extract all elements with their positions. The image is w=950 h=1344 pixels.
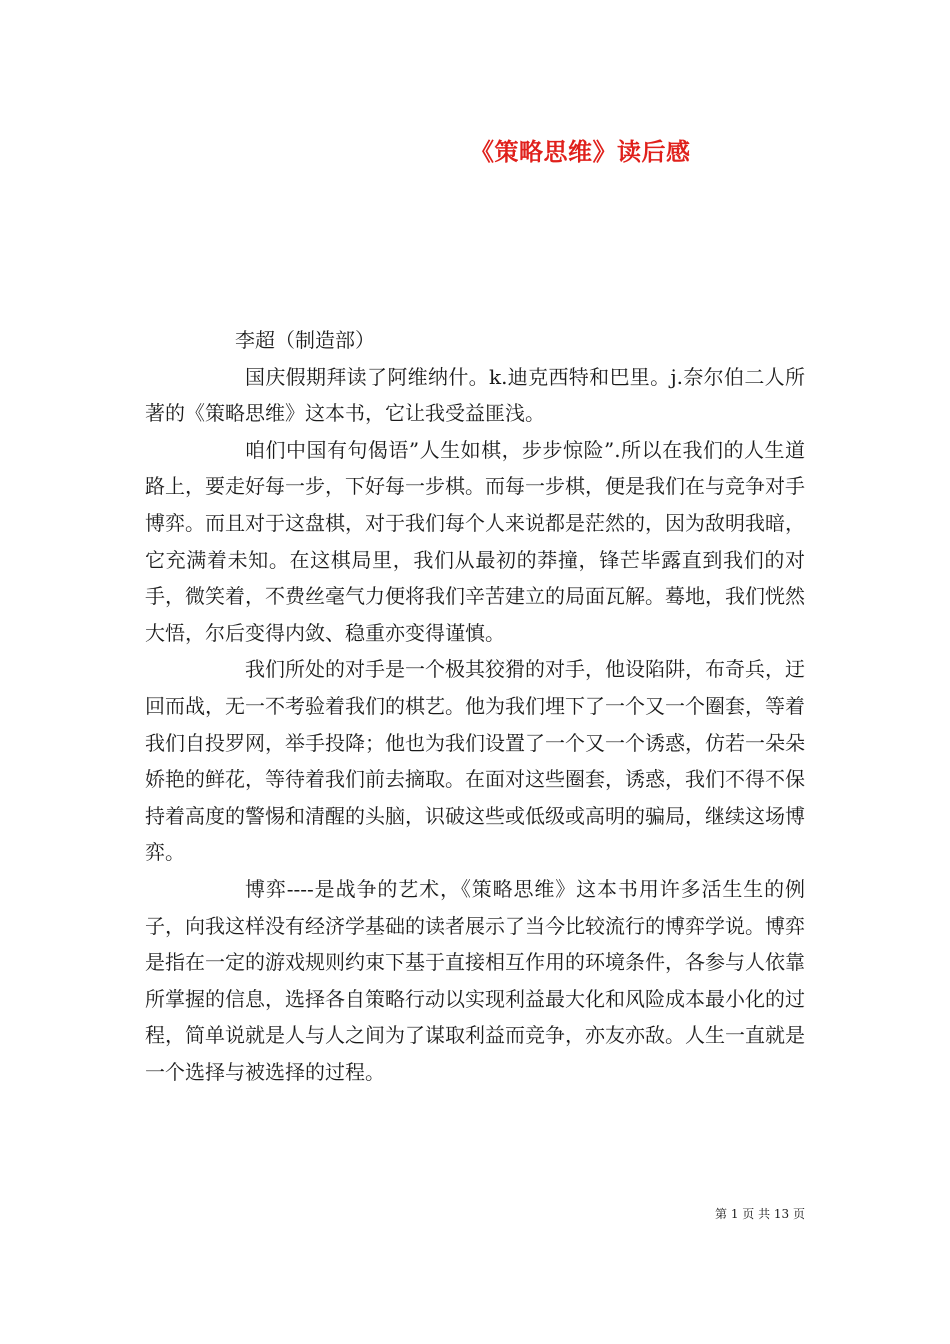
paragraph-3: 我们所处的对手是一个极其狡猾的对手，他设陷阱，布奇兵，迂回而战，无一不考验着我们的棋艺。他为我们埋下了一个又一个圈套，等着我们自投罗网，举手投降；他也为我们设置了一个又一个诱惑，仿若一朵朵娇艳的鲜花，等待着我们前去摘取。在面对这些圈套，诱惑，我们不得不保持着高度的警惕和清醒的头脑，识破这些或低级或高明的骗局，继续这场博弈。	[145, 657, 805, 865]
page-number-footer: 第 1 页 共 13 页	[715, 1207, 805, 1221]
paragraph-1: 国庆假期拜读了阿维纳什。k.迪克西特和巴里。j.奈尔伯二人所著的《策略思维》这本书，它让我受益匪浅。	[145, 364, 805, 426]
document-body	[145, 322, 805, 1090]
author-line: 李超（制造部）	[235, 328, 375, 352]
document-title: 《策略思维》读后感	[470, 138, 691, 166]
paragraph-2: 咱们中国有句偈语”人生如棋，步步惊险”.所以在我们的人生道路上，要走好每一步，下好每一步棋。而每一步棋，便是我们在与竞争对手博弈。而且对于这盘棋，对于我们每个人来说都是茫然的，因为敌明我暗，它充满着未知。在这棋局里，我们从最初的莽撞，锋芒毕露直到我们的对手，微笑着，不费丝毫气力便将我们辛苦建立的局面瓦解。蓦地，我们恍然大悟，尔后变得内敛、稳重亦变得谨慎。	[145, 437, 805, 645]
paragraph-4: 博弈----是战争的艺术，《策略思维》这本书用许多活生生的例子，向我这样没有经济学基础的读者展示了当今比较流行的博弈学说。博弈是指在一定的游戏规则约束下基于直接相互作用的环境条件，各参与人依靠所掌握的信息，选择各自策略行动以实现利益最大化和风险成本最小化的过程，简单说就是人与人之间为了谋取利益而竞争，亦友亦敌。人生一直就是一个选择与被选择的过程。	[145, 876, 805, 1084]
